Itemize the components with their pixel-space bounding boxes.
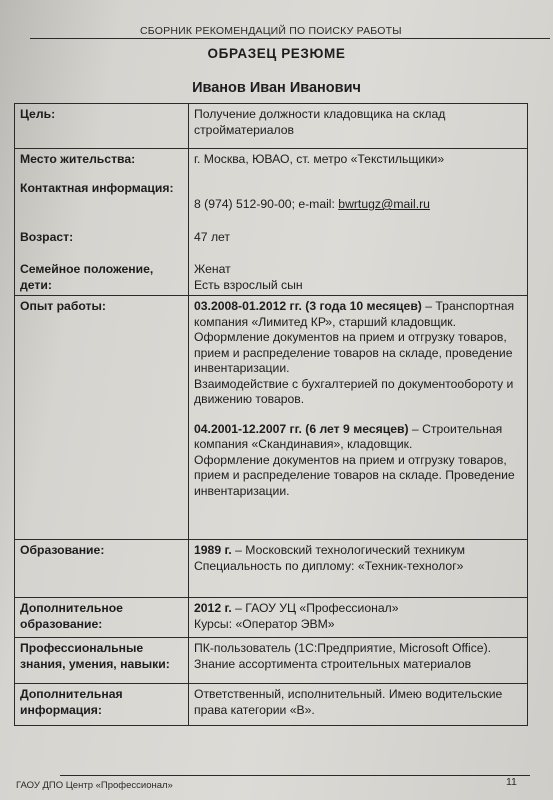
additional-info-label: Дополнительная информация:	[15, 684, 189, 726]
contact-label: Контактная информация:	[15, 181, 189, 227]
document-title: ОБРАЗЕЦ РЕЗЮМЕ	[207, 46, 346, 61]
age-label: Возраст:	[15, 227, 189, 259]
job2-period: 04.2001-12.2007 гг. (6 лет 9 месяцев)	[194, 421, 409, 436]
job1-extra: Взаимодействие с бухгалтерией по документообороту и движению товаров.	[194, 376, 514, 406]
job2-duties: Оформление документов на прием и отгрузку товаров, прием и распределение товаров на складе. Проведение инвентаризации.	[194, 452, 515, 498]
row-goal	[15, 104, 528, 149]
additional-education-value	[189, 598, 528, 638]
job1-company: – Транспортная компания «Лимитед КР», старший кладовщик.	[194, 299, 515, 329]
header-rule	[30, 38, 550, 39]
additional-info-value: Ответственный, исполнительный. Имею водительские права категории «В».	[189, 684, 528, 726]
footer-rule	[60, 775, 530, 776]
family-children: Есть взрослый сын	[194, 277, 303, 292]
row-age	[15, 227, 528, 259]
running-header: СБОРНИК РЕКОМЕНДАЦИЙ ПО ПОИСКУ РАБОТЫ	[140, 25, 402, 37]
row-contact	[15, 181, 528, 227]
job-spacer	[194, 408, 522, 422]
residence-value: г. Москва, ЮВАО, ст. метро «Текстильщики»	[189, 149, 528, 181]
additional-education-courses: Курсы: «Оператор ЭВМ»	[194, 616, 335, 631]
additional-education-label: Дополнительное образование:	[15, 598, 189, 638]
row-additional-education	[15, 598, 528, 638]
education-school: – Московский технологический техникум	[231, 543, 465, 557]
education-specialty: Специальность по диплому: «Техник-технолог»	[194, 558, 464, 573]
row-education	[15, 540, 528, 598]
family-status: Женат	[194, 262, 231, 276]
goal-label: Цель:	[15, 104, 189, 149]
additional-education-school: – ГАОУ УЦ «Профессионал»	[231, 601, 399, 615]
skills-label: Профессиональные знания, умения, навыки:	[15, 638, 189, 684]
job1-duties: Оформление документов на прием и отгрузку товаров, прием и распределение товаров на складе, проведение инвентаризации.	[194, 330, 513, 375]
footer-organization: ГАОУ ДПО Центр «Профессионал»	[16, 780, 173, 791]
row-skills	[15, 638, 528, 684]
page-number: 11	[506, 776, 517, 788]
contact-phone: 8 (974) 512-90-00; e-mail:	[194, 197, 339, 211]
age-value: 47 лет	[189, 227, 528, 259]
row-residence	[15, 149, 528, 181]
row-experience	[15, 296, 528, 540]
job2-company: – Строительная компания «Скандинавия», кладовщик.	[194, 421, 503, 451]
job2-header	[194, 422, 522, 453]
applicant-name: Иванов Иван Иванович	[192, 80, 361, 96]
experience-label: Опыт работы:	[15, 296, 189, 540]
contact-value	[189, 181, 528, 227]
education-year: 1989 г.	[194, 543, 232, 557]
additional-education-year: 2012 г.	[194, 601, 232, 615]
family-value	[189, 259, 528, 296]
contact-email-link[interactable]: bwrtugz@mail.ru	[338, 197, 430, 211]
row-family	[15, 259, 528, 296]
education-school-line	[194, 543, 522, 559]
family-label: Семейное положение, дети:	[15, 259, 189, 296]
additional-education-school-line	[194, 601, 522, 617]
residence-label: Место жительства:	[15, 149, 189, 181]
job1-header	[194, 299, 522, 330]
education-value	[189, 540, 528, 598]
experience-value	[189, 296, 528, 540]
skills-value: ПК-пользователь (1С:Предприятие, Microsoft Office). Знание ассортимента строительных материалов	[189, 638, 528, 684]
goal-value: Получение должности кладовщика на склад стройматериалов	[189, 104, 528, 149]
resume-table	[14, 103, 528, 726]
education-label: Образование:	[15, 540, 189, 598]
row-additional-info	[15, 684, 528, 726]
job1-period: 03.2008-01.2012 гг. (3 года 10 месяцев)	[194, 299, 422, 313]
